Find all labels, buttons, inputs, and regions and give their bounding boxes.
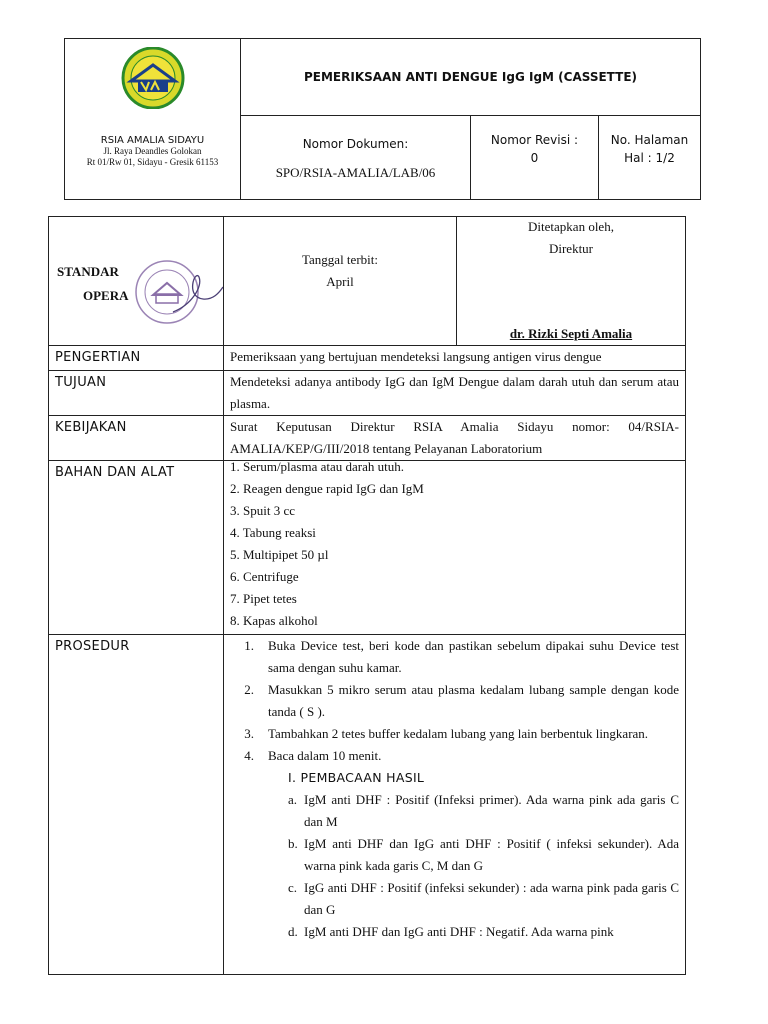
list-item: 6. Centrifuge [230, 569, 299, 584]
list-item: 3. Spuit 3 cc [230, 503, 295, 518]
issue-date-value: April [326, 274, 354, 289]
doc-number-cell [241, 116, 471, 200]
page-label: No. Halaman [610, 133, 689, 147]
kebijakan-label: KEBIJAKAN [49, 416, 224, 461]
doc-number-label: Nomor Dokumen: [302, 137, 409, 151]
issue-date-label: Tanggal terbit: [302, 252, 378, 267]
director-title: Direktur [548, 241, 594, 256]
sop-table [48, 216, 686, 975]
revision-label: Nomor Revisi : [490, 133, 579, 147]
prosedur-list [224, 635, 685, 767]
list-item: 2. Reagen dengue rapid IgG dan IgM [230, 481, 424, 496]
list-item: b. IgM anti DHF dan IgG anti DHF : Positif ( infeksi sekunder). Ada warna pink kada garis C, M dan G [288, 836, 679, 873]
list-item: 3. Tambahkan 2 tetes buffer kedalam lubang yang lain berbentuk lingkaran. [244, 726, 649, 741]
tujuan-label: TUJUAN [49, 371, 224, 416]
page-cell [599, 116, 701, 200]
established-by: Ditetapkan oleh, [528, 219, 614, 234]
standard-label-line1: STANDAR [57, 264, 119, 279]
approval-cell [457, 217, 686, 346]
page-value: Hal : 1/2 [624, 151, 675, 165]
document-header [64, 38, 701, 200]
pengertian-text: Pemeriksaan yang bertujuan mendeteksi langsung antigen virus dengue [224, 346, 686, 371]
revision-value: 0 [530, 151, 539, 165]
standard-label-line2: OPERA [83, 288, 129, 303]
hospital-logo-icon [113, 47, 193, 109]
document-title: PEMERIKSAAN ANTI DENGUE IgG IgM (CASSETTE) [241, 39, 701, 116]
director-name: dr. Rizki Septi Amalia [509, 326, 633, 341]
tujuan-text: Mendeteksi adanya antibody IgG dan IgM Dengue dalam darah utuh dan serum atau plasma. [224, 371, 686, 416]
list-item: 4. Tabung reaksi [230, 525, 316, 540]
list-item: d. IgM anti DHF dan IgG anti DHF : Negatif. Ada warna pink [288, 924, 614, 939]
list-item: a. IgM anti DHF : Positif (Infeksi primer). Ada warna pink ada garis C dan M [288, 792, 679, 829]
hospital-name: RSIA AMALIA SIDAYU [100, 135, 205, 146]
list-item: 5. Multipipet 50 µl [230, 547, 329, 562]
list-item: 1. Serum/plasma atau darah utuh. [230, 459, 405, 474]
standard-label-cell [49, 217, 224, 346]
prosedur-cell [224, 635, 686, 975]
kebijakan-text: Surat Keputusan Direktur RSIA Amalia Sidayu nomor: 04/RSIA-AMALIA/KEP/G/III/2018 tentang Pelayanan Laboratorium [224, 416, 686, 461]
bahan-list-cell [224, 461, 686, 635]
doc-number-value: SPO/RSIA-AMALIA/LAB/06 [275, 165, 436, 180]
pengertian-label: PENGERTIAN [49, 346, 224, 371]
issue-date-cell [224, 217, 457, 346]
prosedur-label: PROSEDUR [49, 635, 224, 975]
bahan-label: BAHAN DAN ALAT [49, 461, 224, 635]
official-stamp-icon [133, 257, 224, 327]
hospital-address-line1: Jl. Raya Deandles Golokan [103, 146, 202, 156]
revision-cell [471, 116, 599, 200]
result-heading: I. PEMBACAAN HASIL [288, 770, 425, 785]
list-item: 1. Buka Device test, beri kode dan pastikan sebelum dipakai suhu Device test sama dengan suhu kamar. [244, 638, 679, 675]
list-item: 4. Baca dalam 10 menit. [244, 748, 382, 763]
list-item: 8. Kapas alkohol [230, 613, 318, 628]
bahan-list [224, 456, 685, 632]
list-item: c. IgG anti DHF : Positif (infeksi sekunder) : ada warna pink pada garis C dan G [288, 880, 679, 917]
hospital-address-line2: Rt 01/Rw 01, Sidayu - Gresik 61153 [86, 157, 219, 167]
list-item: 2. Masukkan 5 mikro serum atau plasma kedalam lubang sample dengan kode tanda ( S ). [244, 682, 679, 719]
list-item: 7. Pipet tetes [230, 591, 297, 606]
logo-cell [65, 39, 241, 200]
